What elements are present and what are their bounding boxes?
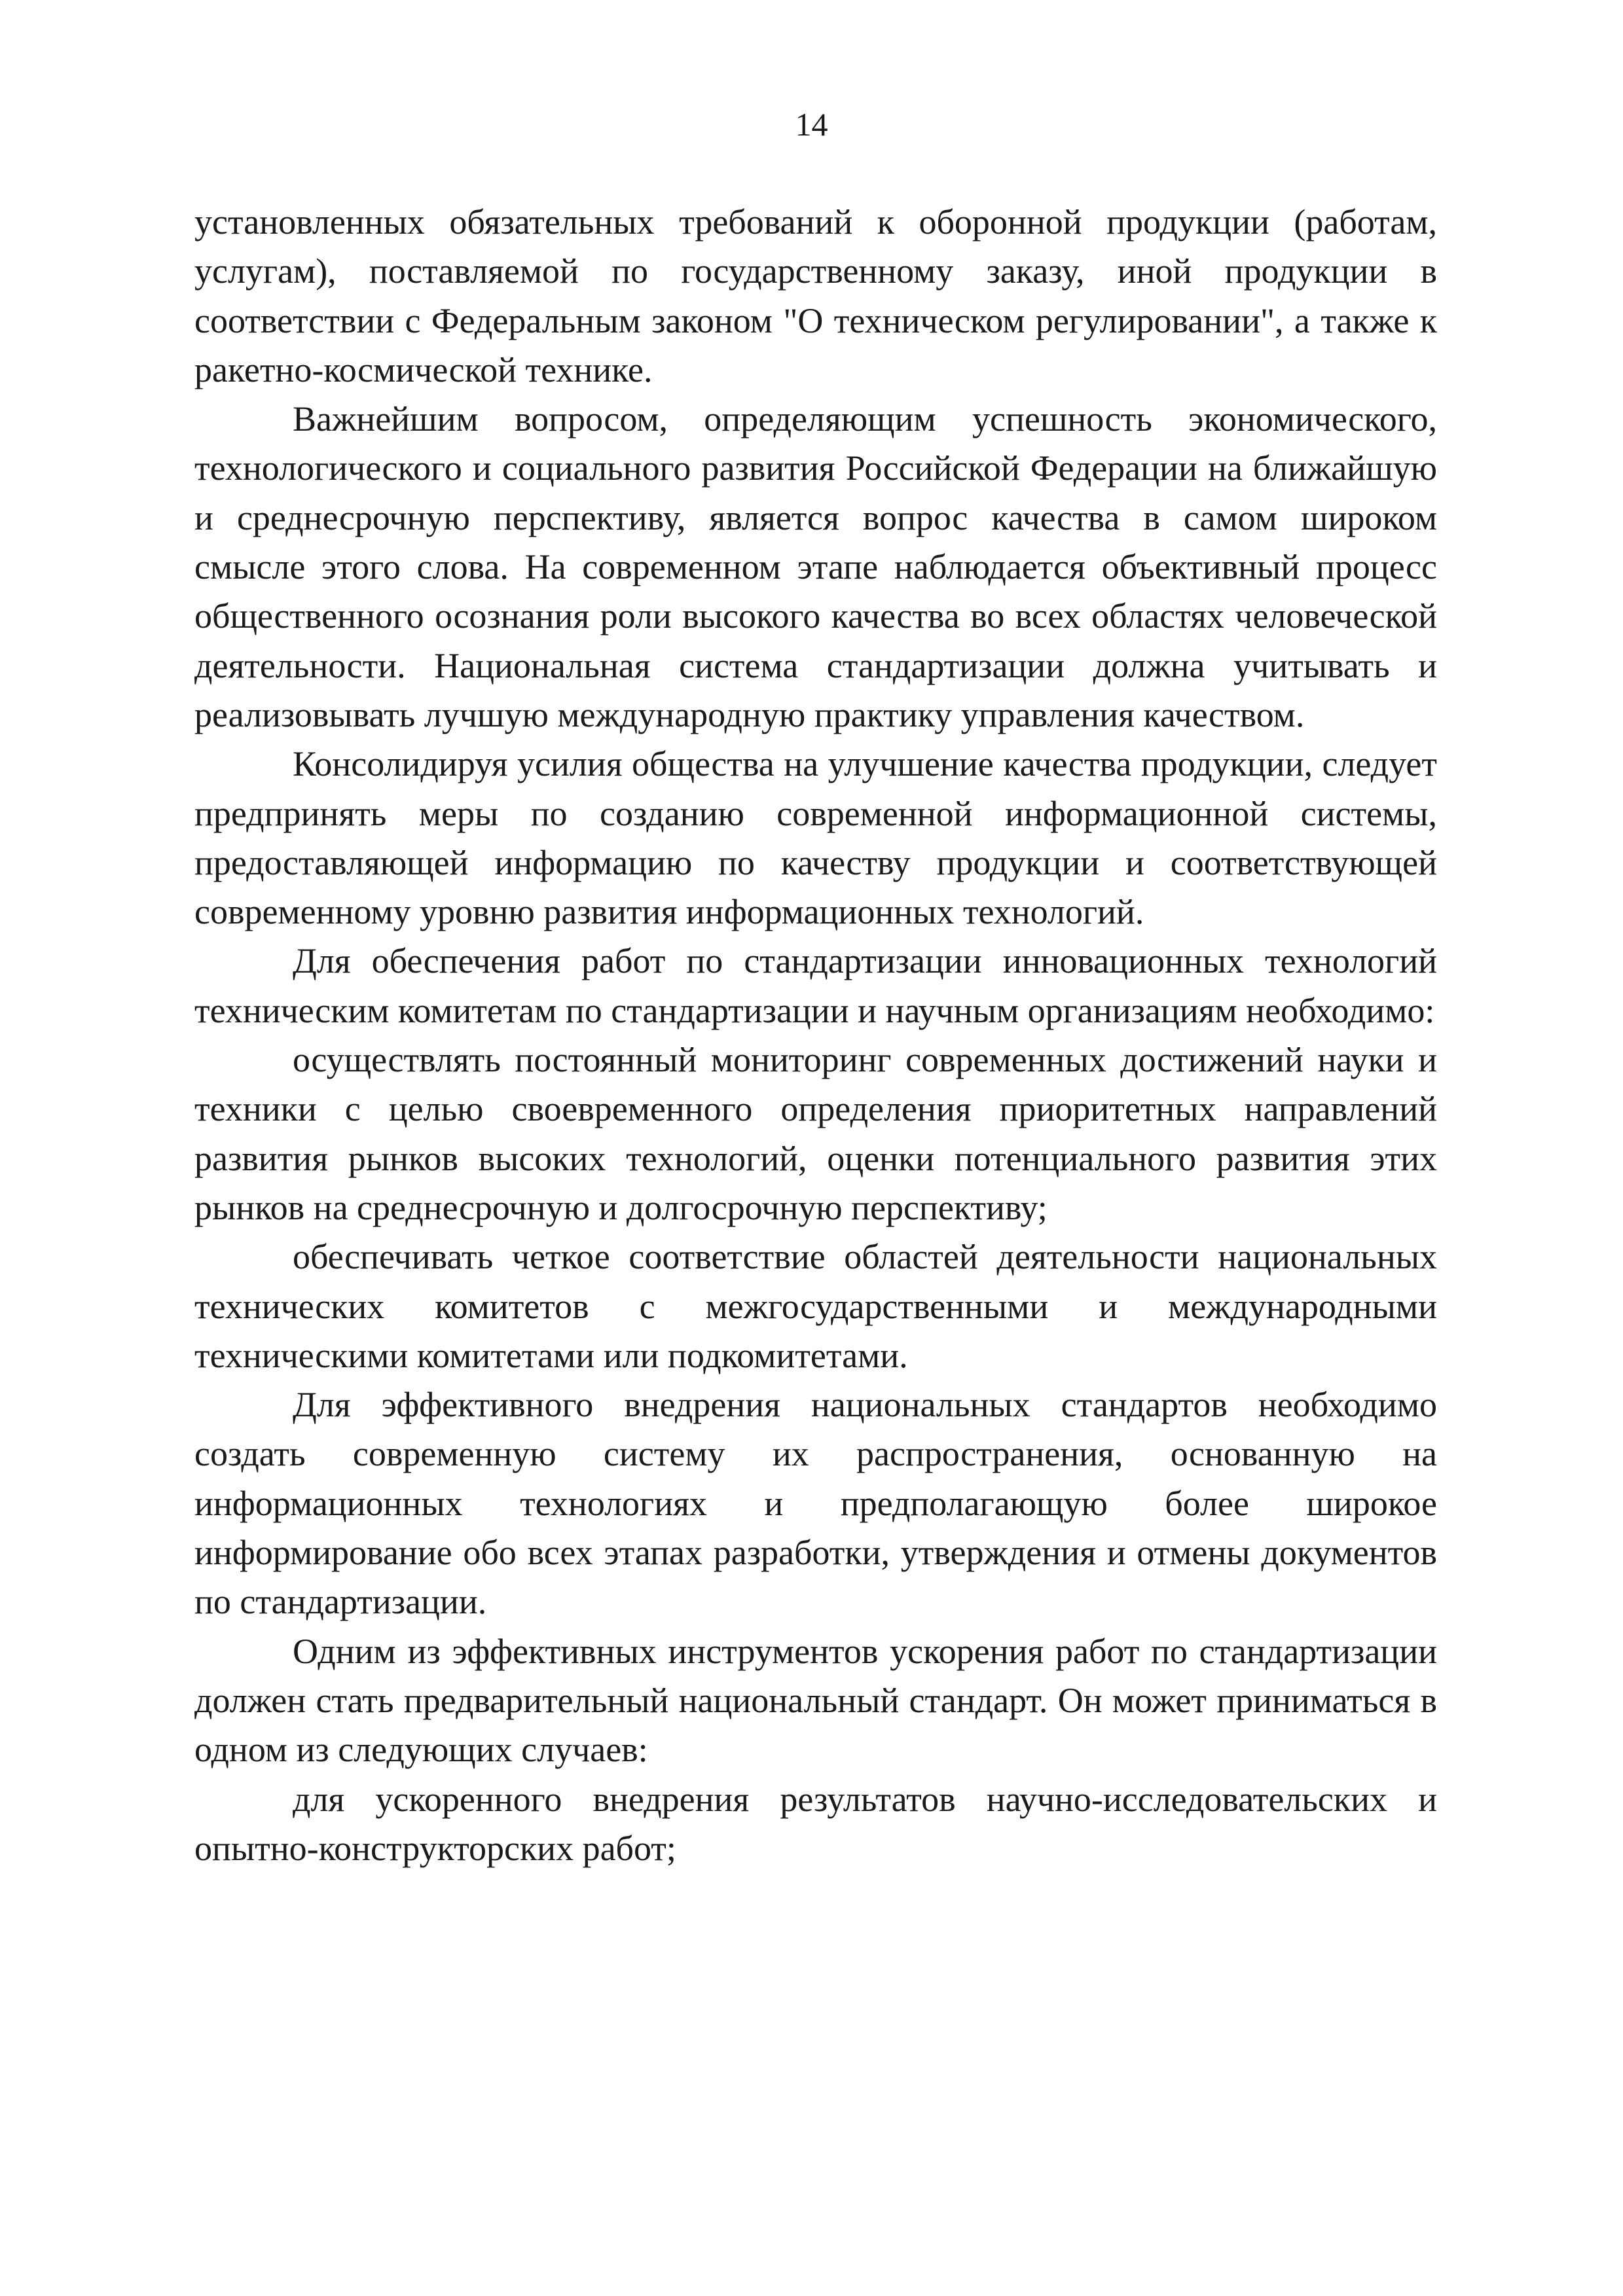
paragraph-information-system: Консолидируя усилия общества на улучшение качества продукции, следует предпринять меры по созданию современной информационной системы, предоставляющей информацию по качеству продукции и соответствующей современному уровню развития информационных технологий. bbox=[194, 744, 1437, 932]
paragraph-continuation: установленных обязательных требований к оборонной продукции (работам, услугам), поставляемой по государственному заказу, иной продукции в соответствии с Федеральным законом "О техническом регулировании", а также к ракетно-космической технике. bbox=[194, 202, 1437, 389]
list-item-committees: обеспечивать четкое соответствие областей деятельности национальных технических комитетов с межгосударственными и международными техническими комитетами или подкомитетами. bbox=[194, 1237, 1437, 1375]
paragraph-quality-importance: Важнейшим вопросом, определяющим успешность экономического, технологического и социального развития Российской Федерации на ближайшую и среднесрочную перспективу, является вопрос качества в самом широком смысле этого слова. На современном этапе наблюдается объективный процесс общественного осознания роли высокого качества во всех областях человеческой деятельности. Национальная система стандартизации должна учитывать и реализовывать лучшую международную практику управления качеством. bbox=[194, 399, 1437, 734]
paragraph-preliminary-standard: Одним из эффективных инструментов ускорения работ по стандартизации должен стать предварительный национальный стандарт. Он может приниматься в одном из следующих случаев: bbox=[194, 1631, 1437, 1770]
paragraph-standards-distribution: Для эффективного внедрения национальных стандартов необходимо создать современную систему их распространения, основанную на информационных технологиях и предполагающую более широкое информирование обо всех этапах разработки, утверждения и отмены документов по стандартизации. bbox=[194, 1385, 1437, 1622]
list-item-research-results: для ускоренного внедрения результатов научно-исследовательских и опытно-конструкторских работ; bbox=[194, 1779, 1437, 1868]
document-body bbox=[194, 198, 1437, 1873]
page-number: 14 bbox=[795, 106, 828, 143]
list-item-monitoring: осуществлять постоянный мониторинг современных достижений науки и техники с целью своевременного определения приоритетных направлений развития рынков высоких технологий, оценки потенциального развития этих рынков на среднесрочную и долгосрочную перспективу; bbox=[194, 1040, 1437, 1227]
paragraph-innovation-standardization: Для обеспечения работ по стандартизации инновационных технологий техническим комитетам по стандартизации и научным организациям необходимо: bbox=[194, 941, 1437, 1030]
